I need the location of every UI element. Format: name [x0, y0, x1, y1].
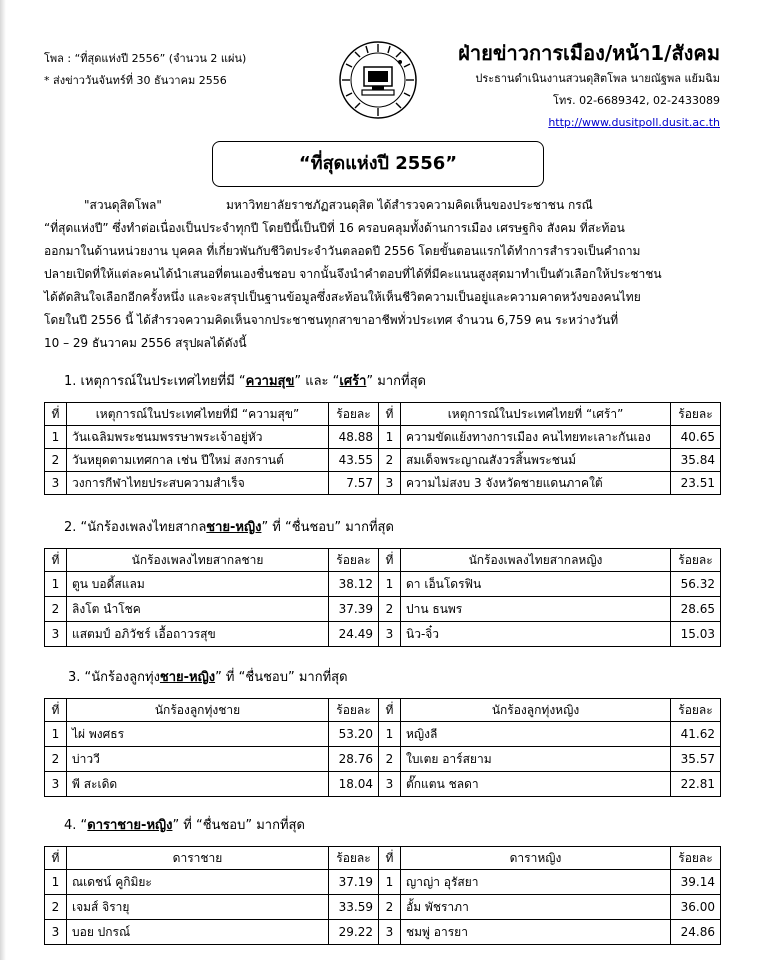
row-left-item: ลิงโต นำโชค [67, 597, 329, 622]
table-header-row [45, 549, 721, 572]
intro-lead: "สวนดุสิตโพล" [84, 198, 162, 212]
row-no: 2 [45, 449, 67, 472]
section-4-table [44, 846, 721, 945]
row-left-item: ตูน บอดี้สแลม [67, 572, 329, 597]
row-right-pct: 35.57 [671, 747, 721, 772]
col-pct: ร้อยละ [671, 549, 721, 572]
row-right-item: ญาญ่า อุรัสยา [401, 870, 671, 895]
col-pct: ร้อยละ [329, 699, 379, 722]
row-left-pct: 33.59 [329, 895, 379, 920]
row-left-item: เจมส์ จิรายุ [67, 895, 329, 920]
col-no: ที่ [45, 403, 67, 426]
col-right-title: นักร้องลูกทุ่งหญิง [401, 699, 671, 722]
row-right-item: ดา เอ็นโดรฟิน [401, 572, 671, 597]
row-right-item: ใบเตย อาร์สยาม [401, 747, 671, 772]
col-pct: ร้อยละ [329, 549, 379, 572]
row-left-item: บ่าววี [67, 747, 329, 772]
col-pct: ร้อยละ [329, 847, 379, 870]
row-left-pct: 53.20 [329, 722, 379, 747]
row-no: 2 [379, 895, 401, 920]
section-3-heading: 3. “นักร้องลูกทุ่งชาย-หญิง” ที่ “ชื่นชอบ” มากที่สุด [68, 670, 348, 685]
col-right-title: เหตุการณ์ในประเทศไทยที่ “เศร้า” [401, 403, 671, 426]
row-left-item: บอย ปกรณ์ [67, 920, 329, 945]
table-header-row [45, 403, 721, 426]
row-right-item: ความไม่สงบ 3 จังหวัดชายแดนภาคใต้ [401, 472, 671, 495]
row-no: 3 [45, 920, 67, 945]
row-left-item: แสตมป์ อภิวัชร์ เอื้อถาวรสุข [67, 622, 329, 647]
table-row [45, 597, 721, 622]
row-no: 2 [45, 895, 67, 920]
row-no: 1 [379, 870, 401, 895]
row-no: 1 [45, 572, 67, 597]
col-left-title: นักร้องเพลงไทยสากลชาย [67, 549, 329, 572]
col-no: ที่ [45, 699, 67, 722]
send-date-line: * ส่งข่าววันจันทร์ที่ 30 ธันวาคม 2556 [44, 74, 227, 87]
row-right-pct: 28.65 [671, 597, 721, 622]
suan-dusit-logo [338, 40, 418, 120]
row-left-pct: 48.88 [329, 426, 379, 449]
row-no: 1 [379, 722, 401, 747]
table-row [45, 622, 721, 647]
row-left-pct: 43.55 [329, 449, 379, 472]
row-left-item: ณเดชน์ คูกิมิยะ [67, 870, 329, 895]
col-no: ที่ [45, 847, 67, 870]
row-right-pct: 39.14 [671, 870, 721, 895]
row-left-item: ไผ่ พงศธร [67, 722, 329, 747]
section-2-heading: 2. “นักร้องเพลงไทยสากลชาย-หญิง” ที่ “ชื่นชอบ” มากที่สุด [64, 520, 394, 535]
row-right-pct: 22.81 [671, 772, 721, 797]
row-right-item: สมเด็จพระญาณสังวรสิ้นพระชนม์ [401, 449, 671, 472]
row-no: 2 [45, 747, 67, 772]
table-row [45, 895, 721, 920]
website-link[interactable]: http://www.dusitpoll.dusit.ac.th [548, 116, 720, 129]
intro-line: 10 – 29 ธันวาคม 2556 สรุปผลได้ดังนี้ [44, 336, 247, 350]
intro-line: มหาวิทยาลัยราชภัฏสวนดุสิต ได้สำรวจความคิดเห็นของประชาชน กรณี [225, 198, 593, 212]
col-right-title: ดาราหญิง [401, 847, 671, 870]
table-row [45, 772, 721, 797]
document-title: “ที่สุดแห่งปี 2556” [212, 141, 544, 187]
row-left-pct: 24.49 [329, 622, 379, 647]
section-1-heading: 1. เหตุการณ์ในประเทศไทยที่มี “ความสุข” และ “เศร้า” มากที่สุด [64, 374, 426, 389]
row-right-pct: 56.32 [671, 572, 721, 597]
row-left-pct: 18.04 [329, 772, 379, 797]
row-left-item: วันเฉลิมพระชนมพรรษาพระเจ้าอยู่หัว [67, 426, 329, 449]
phone-line: โทร. 02-6689342, 02-2433089 [553, 94, 720, 107]
section-2-table [44, 548, 721, 647]
table-row [45, 449, 721, 472]
row-right-item: อั้ม พัชราภา [401, 895, 671, 920]
row-no: 3 [379, 920, 401, 945]
row-left-pct: 7.57 [329, 472, 379, 495]
col-no: ที่ [379, 403, 401, 426]
intro-line: “ที่สุดแห่งปี” ซึ่งทำต่อเนื่องเป็นประจำทุกปี โดยปีนี้เป็นปีที่ 16 ครอบคลุมทั้งด้านการเมือง เศรษฐกิจ สังคม ที่สะท้อน [44, 221, 625, 235]
row-right-pct: 41.62 [671, 722, 721, 747]
table-row [45, 747, 721, 772]
row-right-item: ชมพู่ อารยา [401, 920, 671, 945]
intro-line: ปลายเปิดที่ให้แต่ละคนได้นำเสนอที่ตนเองชื่นชอบ จากนั้นจึงนำคำตอบที่ได้ที่มีคะแนนสูงสุดมาทำเป็นตัวเลือกให้ประชาชน [44, 267, 662, 281]
table-row [45, 870, 721, 895]
row-right-item: นิว-จิ๋ว [401, 622, 671, 647]
col-no: ที่ [379, 847, 401, 870]
header-contact [458, 38, 720, 134]
row-no: 3 [379, 472, 401, 495]
department-title: ฝ่ายข่าวการเมือง/หน้า1/สังคม [458, 41, 720, 65]
row-right-pct: 24.86 [671, 920, 721, 945]
col-left-title: ดาราชาย [67, 847, 329, 870]
row-left-item: วันหยุดตามเทศกาล เช่น ปีใหม่ สงกรานต์ [67, 449, 329, 472]
intro-line: ได้ตัดสินใจเลือกอีกครั้งหนึ่ง และจะสรุปเป็นฐานข้อมูลซึ่งสะท้อนให้เห็นชีวิตความเป็นอยู่และความคาดหวังของคนไทย [44, 290, 641, 304]
intro-paragraph [44, 194, 719, 355]
col-no: ที่ [379, 699, 401, 722]
row-left-pct: 38.12 [329, 572, 379, 597]
row-right-pct: 35.84 [671, 449, 721, 472]
col-no: ที่ [45, 549, 67, 572]
col-pct: ร้อยละ [671, 847, 721, 870]
intro-line: โดยในปี 2556 นี้ ได้สำรวจความคิดเห็นจากประชาชนทุกสาขาอาชีพทั่วประเทศ จำนวน 6,759 คน ระหว่างวันที่ [44, 313, 619, 327]
row-left-item: วงการกีฬาไทยประสบความสำเร็จ [67, 472, 329, 495]
row-no: 1 [45, 722, 67, 747]
poll-count-line: โพล : “ที่สุดแห่งปี 2556” (จำนวน 2 แผ่น) [44, 52, 247, 65]
row-no: 2 [379, 449, 401, 472]
row-right-item: ตั๊กแตน ชลดา [401, 772, 671, 797]
col-pct: ร้อยละ [671, 699, 721, 722]
row-no: 2 [379, 597, 401, 622]
row-no: 2 [379, 747, 401, 772]
table-header-row [45, 847, 721, 870]
table-row [45, 426, 721, 449]
row-right-pct: 36.00 [671, 895, 721, 920]
row-left-pct: 37.39 [329, 597, 379, 622]
section-1-table [44, 402, 721, 495]
row-right-pct: 15.03 [671, 622, 721, 647]
row-no: 3 [379, 772, 401, 797]
page-shadow-edge [0, 0, 6, 960]
row-right-pct: 40.65 [671, 426, 721, 449]
row-no: 3 [379, 622, 401, 647]
row-no: 3 [45, 772, 67, 797]
row-no: 3 [45, 472, 67, 495]
row-no: 2 [45, 597, 67, 622]
table-row [45, 472, 721, 495]
row-no: 1 [379, 572, 401, 597]
col-pct: ร้อยละ [329, 403, 379, 426]
table-row [45, 572, 721, 597]
poll-meta [44, 48, 246, 92]
section-3-table [44, 698, 721, 797]
row-no: 1 [45, 870, 67, 895]
section-4-heading: 4. “ดาราชาย-หญิง” ที่ “ชื่นชอบ” มากที่สุด [64, 818, 305, 833]
row-no: 1 [45, 426, 67, 449]
table-header-row [45, 699, 721, 722]
col-right-title: นักร้องเพลงไทยสากลหญิง [401, 549, 671, 572]
row-left-pct: 29.22 [329, 920, 379, 945]
col-pct: ร้อยละ [671, 403, 721, 426]
row-left-pct: 37.19 [329, 870, 379, 895]
intro-line: ออกมาในด้านหน่วยงาน บุคคล ที่เกี่ยวพันกับชีวิตประจำวันตลอดปี 2556 โดยขั้นตอนแรกได้ทำการสำรวจเป็นคำถาม [44, 244, 641, 258]
table-row [45, 722, 721, 747]
col-left-title: นักร้องลูกทุ่งชาย [67, 699, 329, 722]
row-no: 1 [379, 426, 401, 449]
col-no: ที่ [379, 549, 401, 572]
row-right-item: หญิงลี [401, 722, 671, 747]
table-row [45, 920, 721, 945]
president-line: ประธานดำเนินงานสวนดุสิตโพล นายณัฐพล แย้มฉิม [475, 72, 720, 85]
row-right-item: ความขัดแย้งทางการเมือง คนไทยทะเลาะกันเอง [401, 426, 671, 449]
row-right-pct: 23.51 [671, 472, 721, 495]
row-left-item: พี สะเดิด [67, 772, 329, 797]
row-right-item: ปาน ธนพร [401, 597, 671, 622]
col-left-title: เหตุการณ์ในประเทศไทยที่มี “ความสุข” [67, 403, 329, 426]
row-left-pct: 28.76 [329, 747, 379, 772]
row-no: 3 [45, 622, 67, 647]
